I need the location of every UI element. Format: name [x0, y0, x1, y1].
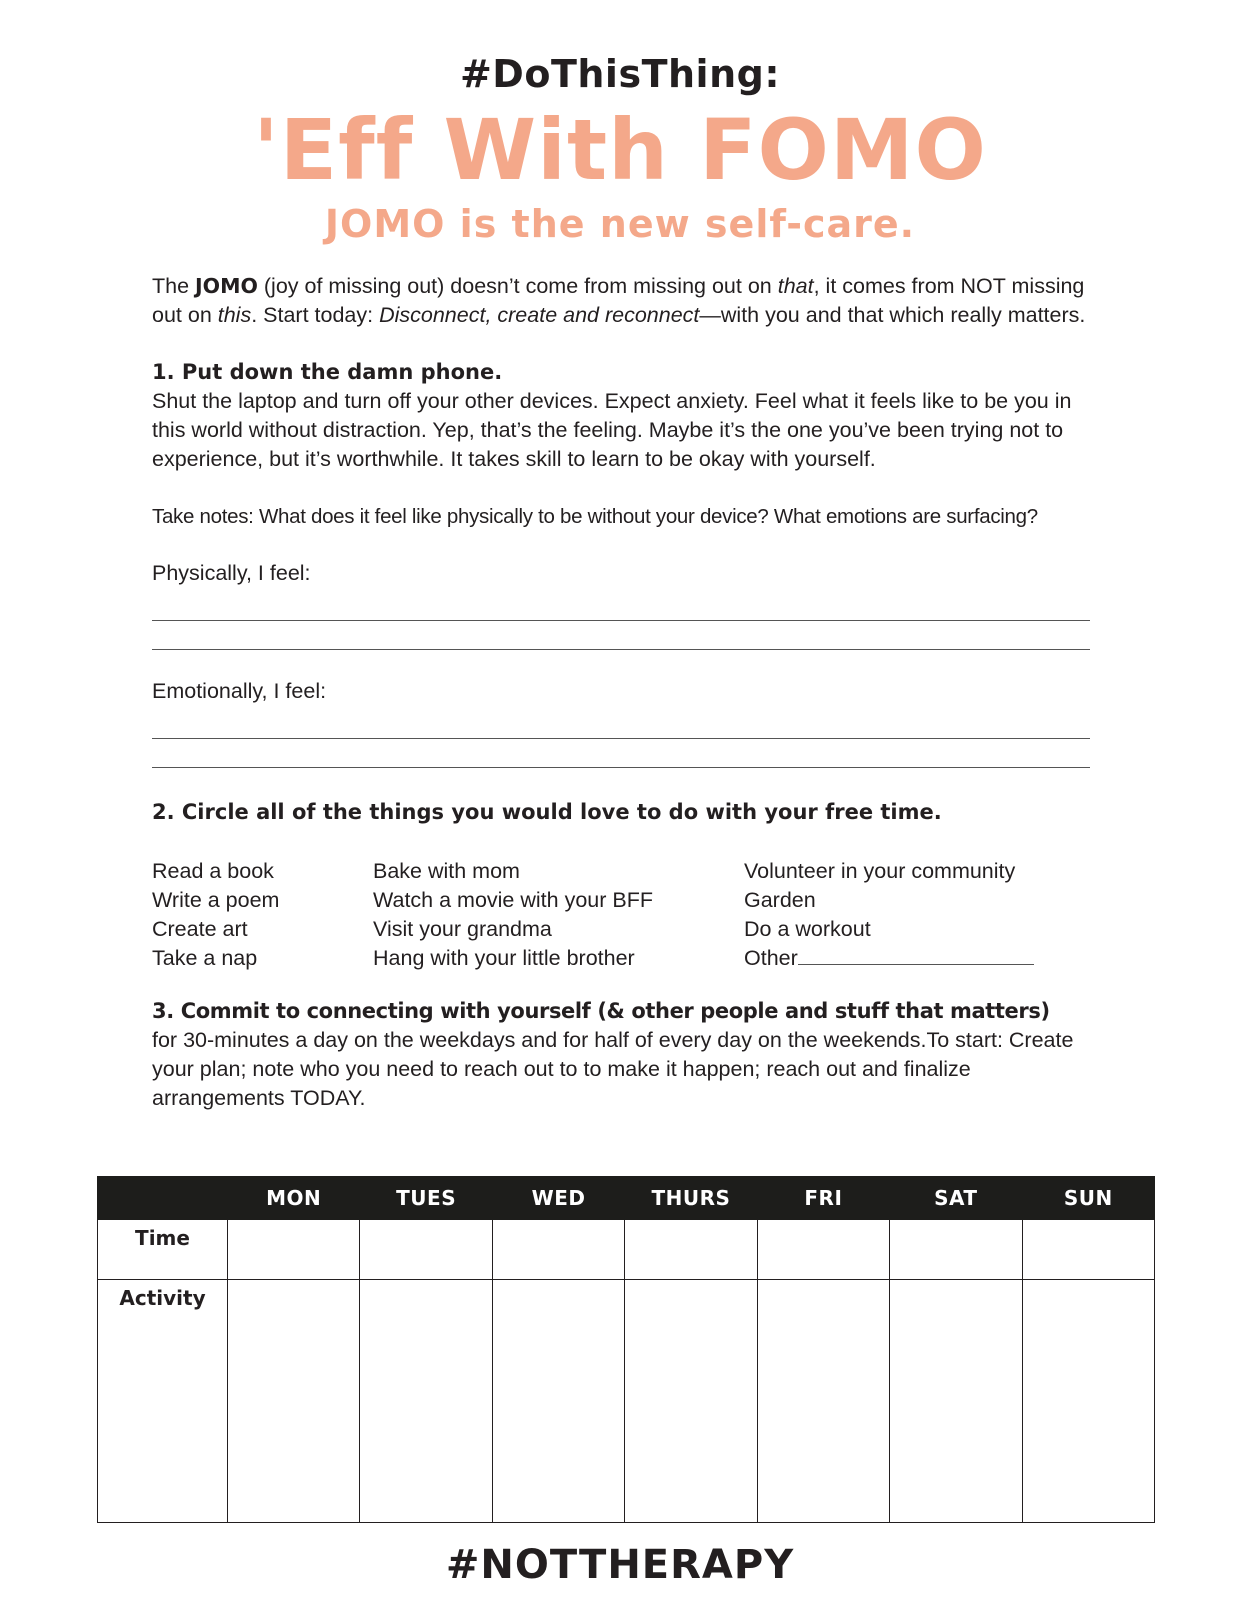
time-cell[interactable]: [890, 1220, 1022, 1280]
intro-paragraph: [152, 272, 1092, 330]
activity-option[interactable]: Bake with mom: [373, 859, 520, 883]
activity-cell[interactable]: [492, 1280, 624, 1523]
time-cell[interactable]: [625, 1220, 757, 1280]
day-header-mon: MON: [228, 1177, 360, 1220]
page-title: 'Eff With FOMO: [253, 101, 987, 199]
activity-option[interactable]: Volunteer in your community: [744, 859, 1016, 883]
weekly-plan-table: [97, 1176, 1155, 1523]
intro-bold: JOMO: [195, 274, 258, 298]
activity-option[interactable]: Watch a movie with your BFF: [373, 888, 653, 912]
activity-option-other[interactable]: [744, 944, 1084, 973]
row-label-time: Time: [98, 1220, 228, 1280]
day-header-sat: SAT: [890, 1177, 1022, 1220]
intro-italic: that: [777, 274, 814, 298]
activity-column-3: [744, 857, 1084, 973]
physical-label: Physically, I feel:: [152, 561, 311, 585]
activity-option[interactable]: Garden: [744, 888, 816, 912]
intro-text: . Start today:: [251, 303, 380, 327]
time-cell[interactable]: [1022, 1220, 1154, 1280]
day-header-sun: SUN: [1022, 1177, 1154, 1220]
section1-notes-prompt: Take notes: What does it feel like physically to be without your device? What emotions are surfacing?: [152, 505, 1038, 528]
section3-body: for 30-minutes a day on the weekdays and for half of every day on the weekends.To start: Create your plan; note who you need to reach out to to make it happen; reach out and finalize arrangements TODAY.: [152, 1028, 1074, 1110]
time-cell[interactable]: [757, 1220, 889, 1280]
activity-cell[interactable]: [757, 1280, 889, 1523]
activity-option[interactable]: Do a workout: [744, 917, 871, 941]
answer-line[interactable]: [152, 592, 1090, 621]
answer-line[interactable]: [152, 739, 1090, 768]
activity-option[interactable]: Read a book: [152, 859, 274, 883]
other-label: Other: [744, 946, 798, 970]
activity-column-1: [152, 857, 373, 973]
activity-option[interactable]: Take a nap: [152, 946, 258, 970]
worksheet-content: [152, 272, 1092, 1113]
row-label-activity: Activity: [98, 1280, 228, 1523]
activity-option[interactable]: Visit your grandma: [373, 917, 552, 941]
activity-cell[interactable]: [625, 1280, 757, 1523]
activity-column-2: [373, 857, 744, 973]
activity-option[interactable]: Create art: [152, 917, 248, 941]
section3-heading: 3. Commit to connecting with yourself (& other people and stuff that matters): [152, 999, 1050, 1023]
intro-text: , it comes from NOT missing out on: [152, 274, 1085, 327]
answer-line[interactable]: [152, 621, 1090, 650]
section1-heading: 1. Put down the damn phone.: [152, 360, 503, 384]
time-cell[interactable]: [360, 1220, 492, 1280]
answer-line[interactable]: [152, 710, 1090, 739]
table-row-activity: [98, 1280, 1155, 1523]
kicker-hashtag: #DoThisThing:: [459, 52, 781, 96]
day-header-tues: TUES: [360, 1177, 492, 1220]
day-header-thurs: THURS: [625, 1177, 757, 1220]
day-header-fri: FRI: [757, 1177, 889, 1220]
activity-cell[interactable]: [360, 1280, 492, 1523]
activity-cell[interactable]: [228, 1280, 360, 1523]
section1-body: Shut the laptop and turn off your other devices. Expect anxiety. Feel what it feels like to be you in this world without distraction. Yep, that’s the feeling. Maybe it’s the one you’ve been trying not to experience, but it’s worthwhile. It takes skill to learn to be okay with yourself.: [152, 389, 1072, 471]
activity-option[interactable]: Write a poem: [152, 888, 280, 912]
physical-answer-lines[interactable]: [152, 592, 1092, 650]
other-blank-line[interactable]: [798, 945, 1034, 965]
time-cell[interactable]: [228, 1220, 360, 1280]
table-header-row: [98, 1177, 1155, 1220]
footer-hashtag: #NOTTHERAPY: [445, 1542, 795, 1588]
table-row-time: [98, 1220, 1155, 1280]
emotional-answer-lines[interactable]: [152, 710, 1092, 768]
activity-option[interactable]: Hang with your little brother: [373, 946, 635, 970]
intro-text: (joy of missing out) doesn’t come from missing out on: [257, 274, 778, 298]
intro-text: —with you and that which really matters.: [699, 303, 1086, 327]
activity-cell[interactable]: [1022, 1280, 1154, 1523]
activity-cell[interactable]: [890, 1280, 1022, 1523]
emotional-label: Emotionally, I feel:: [152, 679, 327, 703]
day-header-wed: WED: [492, 1177, 624, 1220]
intro-italic: Disconnect, create and reconnect: [379, 303, 700, 327]
activity-options: [152, 857, 1092, 973]
time-cell[interactable]: [492, 1220, 624, 1280]
intro-italic: this: [217, 303, 252, 327]
table-corner-cell: [98, 1177, 228, 1220]
intro-text: The: [152, 274, 196, 298]
section2-heading: 2. Circle all of the things you would love to do with your free time.: [152, 800, 942, 824]
page-subtitle: JOMO is the new self-care.: [324, 202, 916, 246]
